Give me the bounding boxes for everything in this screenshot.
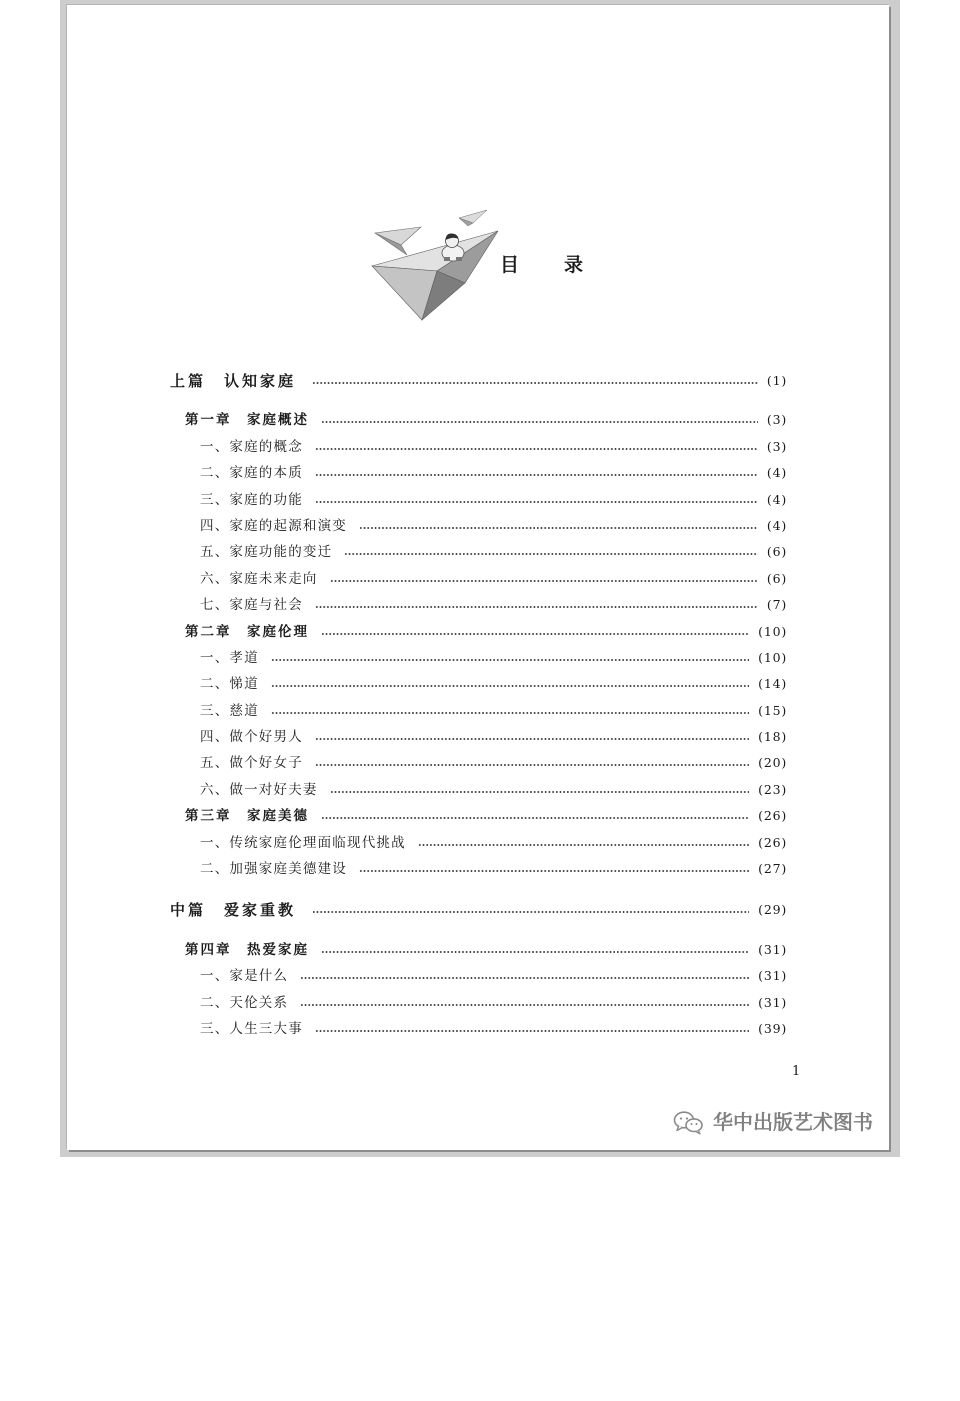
toc-page-ref: (14) bbox=[758, 676, 787, 692]
toc-section-entry bbox=[170, 434, 787, 460]
toc-section-title: 一、传统家庭伦理面临现代挑战 bbox=[200, 834, 406, 851]
dot-leader bbox=[312, 368, 758, 394]
toc-section-entry bbox=[170, 645, 787, 671]
dot-leader bbox=[315, 592, 758, 618]
toc-page-ref: (39) bbox=[758, 1020, 787, 1036]
toc-page-ref: (20) bbox=[758, 755, 787, 771]
dot-leader bbox=[321, 803, 749, 829]
toc-section-entry bbox=[170, 750, 787, 776]
toc-section-entry bbox=[170, 856, 787, 882]
toc-section-entry bbox=[170, 724, 787, 750]
toc-section-title: 三、人生三大事 bbox=[200, 1020, 303, 1037]
toc-part-group bbox=[170, 897, 787, 1042]
dot-leader bbox=[315, 434, 758, 460]
toc-section-entry bbox=[170, 698, 787, 724]
small-paper-plane-top bbox=[459, 210, 487, 226]
toc-section-title: 二、加强家庭美德建设 bbox=[200, 861, 347, 878]
toc-page-ref: (26) bbox=[758, 834, 787, 850]
dot-leader bbox=[418, 830, 749, 856]
toc-page-ref: (4) bbox=[766, 491, 787, 507]
toc-page-ref: (4) bbox=[766, 465, 787, 481]
toc-page-ref: (7) bbox=[766, 597, 787, 613]
dot-leader bbox=[359, 856, 749, 882]
page-frame bbox=[60, 0, 900, 1157]
toc-page-ref: (6) bbox=[766, 544, 787, 560]
dot-leader bbox=[315, 460, 758, 486]
dot-leader bbox=[344, 539, 758, 565]
toc-chapter-entry bbox=[170, 803, 787, 829]
toc-page-ref: (4) bbox=[766, 517, 787, 533]
dot-leader bbox=[359, 513, 758, 539]
document-page bbox=[67, 5, 889, 1150]
toc-page-ref: (10) bbox=[758, 623, 787, 639]
toc-part-group bbox=[170, 368, 787, 882]
dot-leader bbox=[315, 750, 749, 776]
toc-section-title: 四、家庭的起源和演变 bbox=[200, 517, 347, 534]
toc-section-title: 六、做一对好夫妻 bbox=[200, 781, 318, 798]
child-figure bbox=[442, 233, 464, 261]
toc-chapter-title: 第三章 家庭美德 bbox=[185, 808, 309, 825]
dot-leader bbox=[315, 487, 758, 513]
toc-section-entry bbox=[170, 539, 787, 565]
page-title: 目 录 bbox=[500, 254, 597, 276]
dot-leader bbox=[321, 937, 749, 963]
toc-page-ref: (31) bbox=[758, 968, 787, 984]
toc-chapter-title: 第四章 热爱家庭 bbox=[185, 941, 309, 958]
toc-page-ref: (6) bbox=[766, 570, 787, 586]
toc-section-title: 五、家庭功能的变迁 bbox=[200, 544, 333, 561]
toc-section-entry bbox=[170, 830, 787, 856]
wechat-icon bbox=[673, 1110, 704, 1135]
toc-page-ref: (18) bbox=[758, 729, 787, 745]
toc-section-title: 二、家庭的本质 bbox=[200, 465, 303, 482]
small-paper-plane-left bbox=[375, 227, 421, 255]
toc-page-ref: (31) bbox=[758, 941, 787, 957]
toc-page-ref: (3) bbox=[766, 438, 787, 454]
toc-chapter-title: 第一章 家庭概述 bbox=[185, 412, 309, 429]
dot-leader bbox=[271, 671, 749, 697]
toc-section-title: 二、天伦关系 bbox=[200, 994, 289, 1011]
dot-leader bbox=[315, 724, 749, 750]
toc-page-ref: (3) bbox=[766, 412, 787, 428]
table-of-contents bbox=[170, 368, 787, 1042]
watermark bbox=[673, 1109, 873, 1135]
toc-chapter-title: 第二章 家庭伦理 bbox=[185, 623, 309, 640]
toc-section-title: 二、悌道 bbox=[200, 676, 259, 693]
toc-section-title: 三、慈道 bbox=[200, 702, 259, 719]
toc-chapter-entry bbox=[170, 407, 787, 433]
toc-chapter-entry bbox=[170, 619, 787, 645]
toc-section-title: 一、家庭的概念 bbox=[200, 438, 303, 455]
dot-leader bbox=[330, 777, 750, 803]
toc-section-entry bbox=[170, 513, 787, 539]
toc-part-title: 中篇 爱家重教 bbox=[170, 901, 297, 920]
toc-section-title: 五、做个好女子 bbox=[200, 755, 303, 772]
toc-section-title: 六、家庭未来走向 bbox=[200, 570, 318, 587]
toc-page-ref: (10) bbox=[758, 649, 787, 665]
toc-section-title: 三、家庭的功能 bbox=[200, 491, 303, 508]
toc-section-entry bbox=[170, 990, 787, 1016]
toc-section-title: 一、孝道 bbox=[200, 649, 259, 666]
toc-page-ref: (27) bbox=[758, 861, 787, 877]
dot-leader bbox=[271, 645, 749, 671]
dot-leader bbox=[315, 1016, 749, 1042]
page-number: 1 bbox=[792, 1064, 801, 1079]
toc-page-ref: (26) bbox=[758, 808, 787, 824]
watermark-text: 华中出版艺术图书 bbox=[713, 1110, 873, 1134]
dot-leader bbox=[300, 963, 749, 989]
toc-page-ref: (31) bbox=[758, 994, 787, 1010]
toc-page-ref: (15) bbox=[758, 702, 787, 718]
toc-section-entry bbox=[170, 1016, 787, 1042]
dot-leader bbox=[271, 698, 749, 724]
paper-airplane-icon bbox=[365, 205, 505, 325]
toc-section-title: 七、家庭与社会 bbox=[200, 597, 303, 614]
toc-section-entry bbox=[170, 671, 787, 697]
toc-section-title: 四、做个好男人 bbox=[200, 729, 303, 746]
toc-part-entry bbox=[170, 368, 787, 394]
dot-leader bbox=[330, 566, 758, 592]
toc-section-title: 一、家是什么 bbox=[200, 968, 289, 985]
large-paper-plane bbox=[372, 231, 498, 320]
dot-leader bbox=[321, 619, 749, 645]
dot-leader bbox=[300, 990, 749, 1016]
toc-section-entry bbox=[170, 592, 787, 618]
dot-leader bbox=[312, 897, 749, 923]
toc-part-entry bbox=[170, 897, 787, 923]
toc-section-entry bbox=[170, 777, 787, 803]
toc-page-ref: (1) bbox=[766, 373, 787, 388]
toc-page-ref: (23) bbox=[758, 781, 787, 797]
dot-leader bbox=[321, 407, 758, 433]
toc-part-title: 上篇 认知家庭 bbox=[170, 372, 297, 390]
toc-page-ref: (29) bbox=[758, 902, 787, 918]
toc-section-entry bbox=[170, 566, 787, 592]
toc-section-entry bbox=[170, 460, 787, 486]
toc-chapter-entry bbox=[170, 937, 787, 963]
toc-section-entry bbox=[170, 487, 787, 513]
toc-section-entry bbox=[170, 963, 787, 989]
